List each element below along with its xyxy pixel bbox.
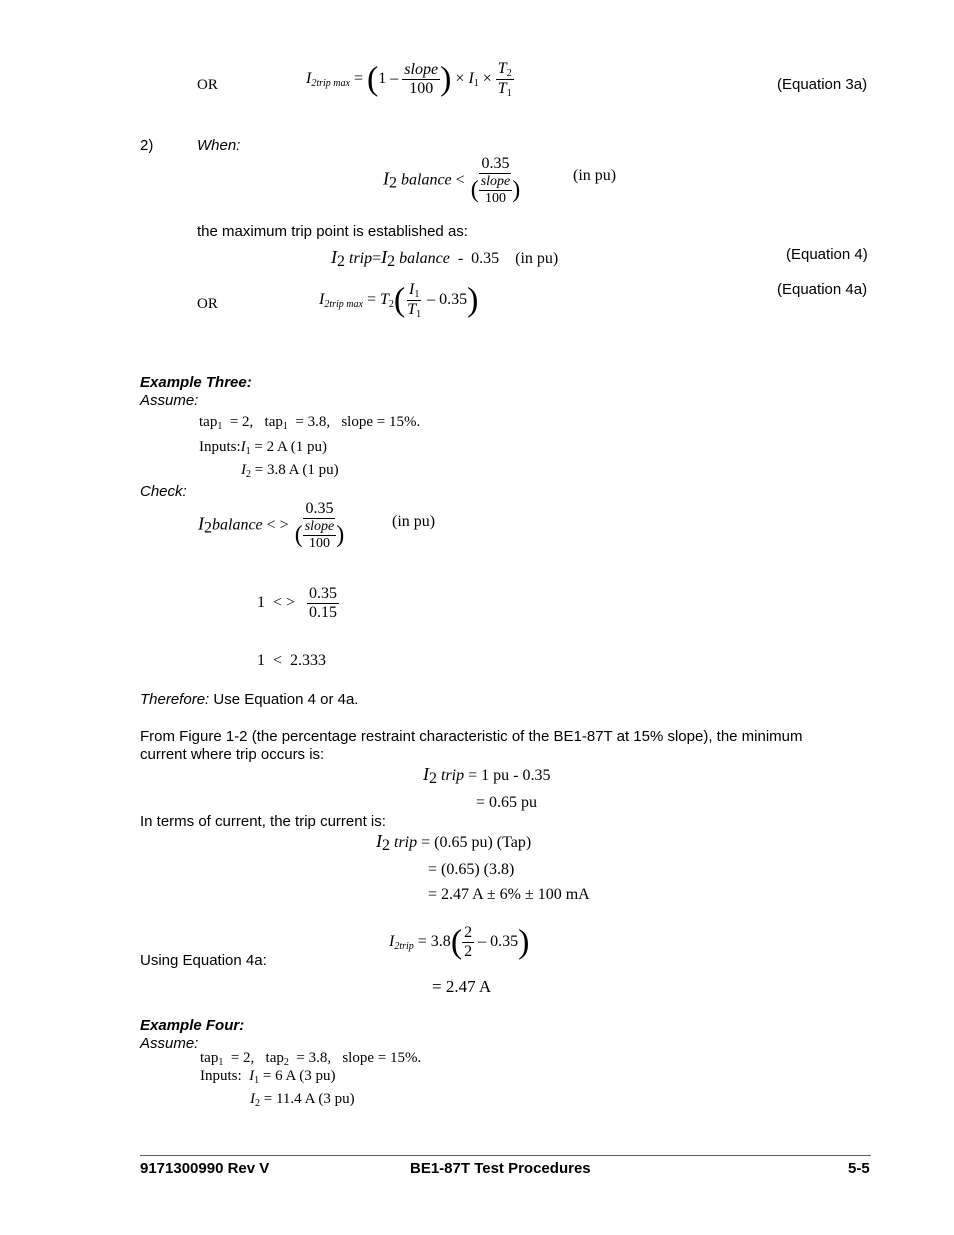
input-i1-ex4: Inputs: $I_1 = 6$ A (3 pu) — [200, 1068, 336, 1086]
tap-values: tap$_1$ = 2, tap$_1$ = 3.8, slope = 15%. — [199, 414, 421, 432]
unit-pu-2: (in pu) — [392, 513, 436, 530]
check-inequality-3: 1 < 2.333 — [257, 652, 327, 669]
max-trip-text: the maximum trip point is established as: — [197, 223, 468, 240]
check-inequality-2: 1 < > $\frac{0.35}{0.15}$ — [257, 585, 338, 621]
using-eq-4a-label: Using Equation 4a: — [140, 952, 267, 969]
input-i1: $Inputs:I_1 = 2$ A (1 pu) — [199, 439, 328, 457]
trip-eq-2: I2 trip = (0.65 pu) (Tap) — [376, 831, 532, 854]
equation-4a: $I_{2trip max} = T_2$( $\frac{I_1}{T_1}$ – 0.35) — [319, 281, 479, 320]
footer-page-number: 5-5 — [848, 1160, 870, 1177]
paragraph-line-2: current where trip occurs is: — [140, 746, 325, 763]
tap-values-2: tap$_1$ = 2, tap$_2$ = 3.8, slope = 15%. — [200, 1050, 422, 1068]
footer-doc-number: 9171300990 Rev V — [140, 1160, 270, 1177]
therefore-line: Therefore: Use Equation 4 or 4a. — [140, 691, 359, 708]
equation-3a-label: (Equation 3a) — [777, 76, 868, 93]
check-label: Check: — [140, 483, 187, 500]
check-inequality-1: I2balance < > 0.35 ( $\frac{\text{slope}}{100}$ ) — [198, 500, 345, 551]
equation-4-label: (Equation 4) — [786, 246, 868, 263]
trip-eq-1: I2 trip = 1 pu - 0.35 — [423, 764, 551, 787]
input-i2: $I_2 = 3.8$ A (1 pu) — [241, 462, 339, 480]
footer-title: BE1-87T Test Procedures — [410, 1160, 591, 1177]
paragraph-line-1: From Figure 1-2 (the percentage restraint characteristic of the BE1-87T at 15% slope), the minimum — [140, 728, 803, 745]
example-four-title: Example Four: — [140, 1017, 245, 1034]
when-label: When: — [197, 137, 241, 154]
step-number: 2) — [140, 137, 154, 154]
footer-divider — [140, 1155, 871, 1156]
assume-label: Assume: — [140, 392, 199, 409]
unit-pu: (in pu) — [573, 167, 617, 184]
input-i2-ex4: $I_2 = 11.4$ A (3 pu) — [250, 1091, 355, 1109]
terms-text: In terms of current, the trip current is: — [140, 813, 386, 830]
assume-label-2: Assume: — [140, 1035, 199, 1052]
or-label: OR — [197, 77, 218, 93]
or-label-2: OR — [197, 296, 218, 312]
trip-eq-2-line3: = 2.47 A ± 6% ± 100 mA — [428, 886, 590, 903]
equation-3a: $I_{2trip max} = (1$ – $\frac{\text{slope}}{100}$ ) × $I_1$ × $\frac{T_2}{T_1}$ — [306, 60, 512, 99]
eq-4a-application: $I_{2trip} = 3.8$( $\frac{2}{2}$ – 0.35) — [389, 923, 530, 961]
eq-4a-result: = 2.47 A — [432, 977, 492, 996]
example-three-title: Example Three: — [140, 374, 252, 391]
trip-eq-1-result: = 0.65 pu — [476, 794, 538, 811]
trip-eq-2-line2: = (0.65) (3.8) — [428, 861, 515, 878]
equation-4a-label: (Equation 4a) — [777, 281, 868, 298]
balance-condition: I2 balance < 0.35 ( $\frac{\text{slope}}{100}$ ) — [383, 155, 521, 206]
equation-4: I2 trip=I2 balance - 0.35 (in pu) — [331, 247, 559, 270]
